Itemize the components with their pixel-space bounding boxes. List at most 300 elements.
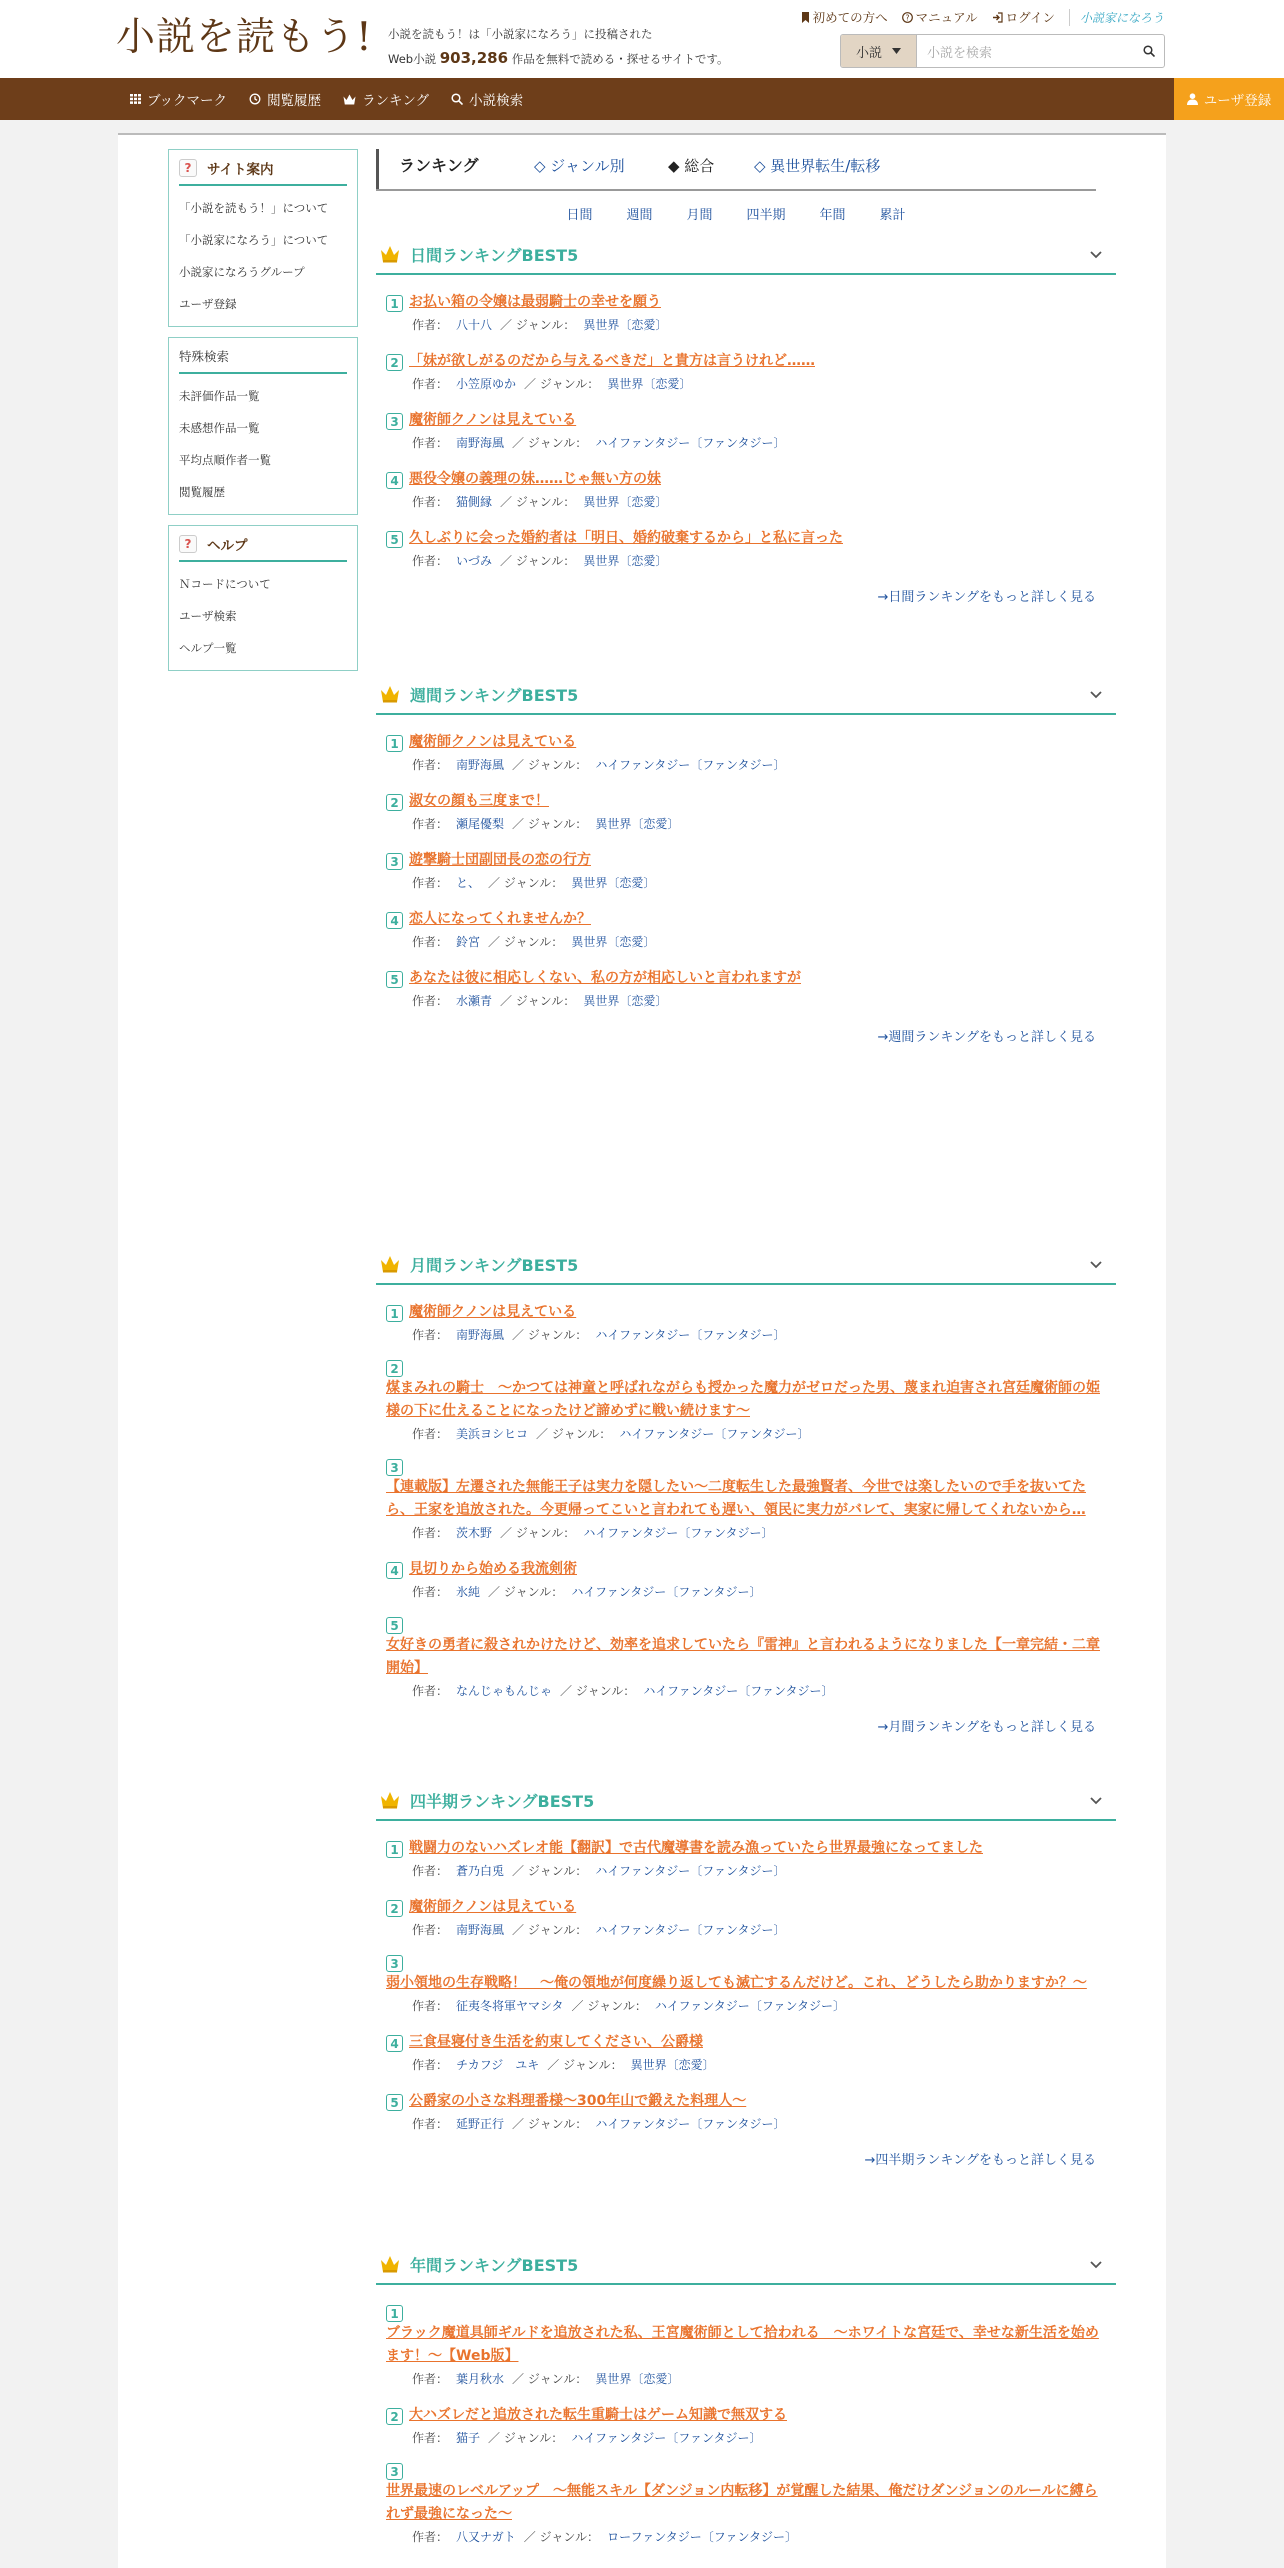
- genre-link[interactable]: ハイファンタジー〔ファンタジー〕: [595, 2117, 786, 2131]
- ranking-item: [386, 1955, 1106, 2017]
- novel-meta: [386, 990, 1106, 1012]
- sidebar-item-unrated[interactable]: 未評価作品一覧: [179, 389, 260, 403]
- genre-link[interactable]: ハイファンタジー〔ファンタジー〕: [595, 758, 786, 772]
- rank-number: 5: [386, 971, 403, 988]
- ranking-item: [386, 790, 1106, 835]
- ranking-list: [376, 715, 1116, 1012]
- genre-link[interactable]: ハイファンタジー〔ファンタジー〕: [595, 1328, 786, 1342]
- ranking-item: [386, 468, 1106, 513]
- chevron-down-icon[interactable]: [1090, 1797, 1102, 1805]
- sidebar: [168, 149, 358, 681]
- title-line: [386, 1955, 1106, 1995]
- author-link[interactable]: 蒼乃白兎: [456, 1864, 505, 1878]
- novel-title-link[interactable]: ブラック魔道具師ギルドを追放された私、王宮魔術師として拾われる ～ホワイトな宮廷で、幸せな新生活を始めます！～【Web版】: [386, 2325, 1099, 2364]
- author-label: 作者：: [412, 1427, 449, 1441]
- genre-link[interactable]: 異世界〔恋愛〕: [595, 2372, 680, 2386]
- site-guide-box: [168, 149, 358, 327]
- author-link[interactable]: 南野海風: [456, 436, 505, 450]
- ranking-item: [386, 1558, 1106, 1603]
- section-title: 月間ランキングBEST5: [410, 1255, 579, 1275]
- section-title: 日間ランキングBEST5: [410, 245, 579, 265]
- novel-meta: [386, 373, 1106, 395]
- period-weekly[interactable]: 週間: [626, 207, 653, 223]
- genre-link[interactable]: ハイファンタジー〔ファンタジー〕: [571, 1585, 762, 1599]
- title-line: [386, 1360, 1106, 1423]
- period-quarterly[interactable]: 四半期: [746, 207, 786, 223]
- genre-link[interactable]: 異世界〔恋愛〕: [583, 554, 668, 568]
- ranking-item: [386, 2404, 1106, 2449]
- ranking-item: [386, 1837, 1106, 1882]
- genre-link[interactable]: 異世界〔恋愛〕: [583, 495, 668, 509]
- author-link[interactable]: 南野海風: [456, 1923, 505, 1937]
- author-link[interactable]: 葉月秋水: [456, 2372, 505, 2386]
- more-ranking-link[interactable]: →四半期ランキングをもっと詳しく見る: [864, 2153, 1096, 2168]
- period-cumulative[interactable]: 累計: [879, 207, 906, 223]
- genre-link[interactable]: 異世界〔恋愛〕: [630, 2058, 715, 2072]
- rank-number: 5: [386, 1617, 403, 1634]
- period-links: [376, 191, 1096, 235]
- novel-title-link[interactable]: 三食昼寝付き生活を約束してください、公爵様: [409, 2034, 703, 2050]
- author-label: 作者：: [412, 1585, 449, 1599]
- rank-number: 4: [386, 472, 403, 489]
- genre-label: ／ ジャンル：: [488, 1585, 564, 1599]
- question-circle-icon: [902, 12, 913, 23]
- ranking-item: [386, 1459, 1106, 1544]
- title-row: [386, 2404, 1106, 2427]
- novel-title-link[interactable]: 世界最速のレベルアップ ～無能スキル【ダンジョン内転移】が覚醒した結果、俺だけダンジョンのルールに縛られず最強になった～: [386, 2483, 1098, 2522]
- novel-meta: [386, 2368, 1106, 2390]
- genre-label: ／ ジャンル：: [500, 318, 576, 332]
- genre-link[interactable]: ハイファンタジー〔ファンタジー〕: [619, 1427, 810, 1441]
- novel-meta: [386, 2526, 1106, 2548]
- author-link[interactable]: 茨木野: [456, 1526, 493, 1540]
- novel-meta: [386, 813, 1106, 835]
- author-link[interactable]: チカフジ ユキ: [456, 2058, 540, 2072]
- sidebar-item-history[interactable]: 閲覧履歴: [179, 485, 225, 499]
- login-label[interactable]: ログイン: [1005, 10, 1055, 25]
- crown-icon: [380, 685, 400, 703]
- ranking-item: [386, 1301, 1106, 1346]
- author-link[interactable]: と、: [456, 876, 481, 890]
- author-link[interactable]: 八十八: [456, 318, 493, 332]
- nav-ranking[interactable]: [343, 89, 429, 109]
- rank-number: 3: [386, 413, 403, 430]
- genre-link[interactable]: 異世界〔恋愛〕: [583, 994, 668, 1008]
- author-link[interactable]: 南野海風: [456, 1328, 505, 1342]
- novel-meta: [386, 550, 1106, 572]
- period-yearly[interactable]: 年間: [819, 207, 846, 223]
- site-guide-header: [179, 158, 347, 186]
- chevron-down-icon[interactable]: [1090, 251, 1102, 259]
- author-link[interactable]: 小笠原ゆか: [456, 377, 517, 391]
- author-label: 作者：: [412, 2117, 449, 2131]
- section-title: 四半期ランキングBEST5: [410, 1791, 595, 1811]
- novel-meta: [386, 754, 1106, 776]
- search-box: [840, 34, 1165, 68]
- sidebar-item-avg-score-authors[interactable]: 平均点順作者一覧: [179, 453, 271, 467]
- genre-label: ／ ジャンル：: [500, 554, 576, 568]
- rank-number: 1: [386, 1841, 403, 1858]
- author-link[interactable]: 南野海風: [456, 758, 505, 772]
- search-input[interactable]: 小説を検索: [927, 45, 993, 61]
- help-box: [168, 525, 358, 671]
- sidebar-item-user-register[interactable]: ユーザ登録: [179, 297, 237, 311]
- author-link[interactable]: 征夷冬将軍ヤマシタ: [456, 1999, 564, 2013]
- genre-link[interactable]: 異世界〔恋愛〕: [571, 876, 656, 890]
- ranking-section-quarterly: [376, 1781, 1116, 2173]
- title-row: [386, 849, 1106, 872]
- list-icon: [130, 94, 141, 104]
- novel-meta: [386, 1860, 1106, 1882]
- author-label: 作者：: [412, 377, 449, 391]
- genre-link[interactable]: ハイファンタジー〔ファンタジー〕: [595, 436, 786, 450]
- genre-label: ／ ジャンル：: [547, 2058, 623, 2072]
- genre-label: ／ ジャンル：: [512, 436, 588, 450]
- period-daily[interactable]: 日間: [566, 207, 593, 223]
- novel-meta: [386, 931, 1106, 953]
- genre-link[interactable]: ローファンタジー〔ファンタジー〕: [607, 2530, 798, 2544]
- ranking-item: [386, 1360, 1106, 1445]
- genre-label: ／ ジャンル：: [500, 994, 576, 1008]
- author-label: 作者：: [412, 2372, 449, 2386]
- novel-title-link[interactable]: 魔術師クノンは見えている: [409, 734, 577, 750]
- genre-label: ／ ジャンル：: [512, 2372, 588, 2386]
- genre-link[interactable]: ハイファンタジー〔ファンタジー〕: [583, 1526, 774, 1540]
- rank-number: 3: [386, 2463, 403, 2480]
- main-content: [118, 133, 1166, 2568]
- novel-title-link[interactable]: 悪役令嬢の義理の妹……じゃ無い方の妹: [409, 471, 661, 487]
- tagline-prefix: Web小説: [388, 52, 437, 66]
- title-row: [386, 908, 1106, 931]
- author-link[interactable]: 水瀬青: [456, 994, 493, 1008]
- title-row: [386, 1837, 1106, 1860]
- sidebar-item-about-narou[interactable]: 「小説家になろう」について: [179, 233, 329, 247]
- novel-title-link[interactable]: 公爵家の小さな料理番様～300年山で鍛えた料理人～: [409, 2093, 747, 2109]
- novel-title-link[interactable]: 【連載版】左遷された無能王子は実力を隠したい～二度転生した最強賢者、今世では楽したいので手を抜いてたら、王家を追放された。今更帰ってこいと言われても遅い、領民に実力がバレて、実家に帰してくれないから…: [386, 1479, 1086, 1518]
- author-label: 作者：: [412, 1526, 449, 1540]
- nav-ranking-label: ランキング: [362, 93, 430, 109]
- author-label: 作者：: [412, 554, 449, 568]
- genre-link[interactable]: 異世界〔恋愛〕: [571, 935, 656, 949]
- rank-number: 3: [386, 853, 403, 870]
- site-guide-title: サイト案内: [207, 162, 274, 178]
- tagline-line1: 小説を読もう！は「小説家になろう」に投稿された: [388, 27, 653, 41]
- title-row: [386, 468, 1106, 491]
- crown-icon: [343, 94, 356, 105]
- ranking-list: [376, 1285, 1116, 1702]
- more-link-row: [376, 1026, 1116, 1050]
- sidebar-item-user-search[interactable]: ユーザ検索: [179, 609, 237, 623]
- tab-genre[interactable]: ◇ ジャンル別: [534, 157, 625, 175]
- ranking-item: [386, 967, 1106, 1012]
- ranking-item: [386, 1896, 1106, 1941]
- chevron-down-icon[interactable]: [1090, 1261, 1102, 1269]
- author-label: 作者：: [412, 495, 449, 509]
- title-row: [386, 967, 1106, 990]
- search-icon: [451, 93, 463, 105]
- search-type-select[interactable]: [841, 35, 917, 67]
- ranking-section-yearly: [376, 2245, 1116, 2562]
- novel-title-link[interactable]: 恋人になってくれませんか？: [409, 911, 591, 927]
- genre-link[interactable]: ハイファンタジー〔ファンタジー〕: [654, 1999, 846, 2013]
- author-link[interactable]: 美浜ヨシヒコ: [456, 1427, 529, 1441]
- tagline-line2: [388, 46, 729, 71]
- help-title: ヘルプ: [207, 538, 248, 554]
- novel-meta: [386, 1581, 1106, 1603]
- rank-number: 2: [386, 354, 403, 371]
- user-register-label: ユーザ登録: [1203, 93, 1272, 109]
- user-icon: [1187, 93, 1198, 105]
- novel-title-link[interactable]: 煤まみれの騎士 ～かつては神童と呼ばれながらも授かった魔力がゼロだった男、蔑まれ迫害され宮廷魔術師の姫様の下に仕えることになったけど諦めずに戦い続けます～: [386, 1380, 1100, 1419]
- author-link[interactable]: 瀬尾優梨: [456, 817, 505, 831]
- novel-meta: [386, 1522, 1106, 1544]
- title-row: [386, 350, 1106, 373]
- ranking-list: [376, 1821, 1116, 2135]
- ranking-item: [386, 849, 1106, 894]
- author-link[interactable]: 氷純: [456, 1585, 481, 1599]
- logo-text[interactable]: 小説を読もう!: [116, 15, 373, 60]
- author-label: 作者：: [412, 318, 449, 332]
- author-link[interactable]: 鈴宮: [456, 935, 481, 949]
- crown-icon: [380, 245, 400, 263]
- ranking-section-weekly: [376, 675, 1116, 1050]
- novel-title-link[interactable]: 弱小領地の生存戦略！ ～俺の領地が何度繰り返しても滅亡するんだけど。これ、どうしたら助かりますか？～: [386, 1975, 1087, 1991]
- sidebar-item-ncode[interactable]: Ｎコードについて: [179, 577, 271, 591]
- title-row: [386, 291, 1106, 314]
- author-link[interactable]: 八又ナガト: [456, 2530, 516, 2544]
- rank-number: 4: [386, 912, 403, 929]
- search-icon: [1143, 45, 1155, 57]
- ranking-list: [376, 2285, 1116, 2548]
- novel-meta: [386, 2113, 1106, 2135]
- novel-title-link[interactable]: 戦闘力のないハズレオ能【翻訳】で古代魔導書を読み漁っていたら世界最強になってました: [409, 1840, 983, 1856]
- title-row: [386, 790, 1106, 813]
- novel-title-link[interactable]: 見切りから始める我流剣術: [409, 1561, 577, 1577]
- work-count: 903,286: [439, 49, 509, 67]
- ranking-heading: ランキング: [376, 149, 479, 189]
- author-link[interactable]: 延野正行: [456, 2117, 505, 2131]
- genre-link[interactable]: 異世界〔恋愛〕: [607, 377, 692, 391]
- author-label: 作者：: [412, 1864, 449, 1878]
- genre-label: ／ ジャンル：: [512, 1923, 588, 1937]
- more-ranking-link[interactable]: →週間ランキングをもっと詳しく見る: [877, 1030, 1096, 1045]
- genre-label: ／ ジャンル：: [500, 495, 576, 509]
- title-line: [386, 1459, 1106, 1522]
- ranking-item: [386, 2463, 1106, 2548]
- author-label: 作者：: [412, 817, 449, 831]
- novel-meta: [386, 314, 1106, 336]
- manual-link[interactable]: [902, 8, 978, 26]
- ranking-content: [376, 149, 1116, 2544]
- genre-label: ／ ジャンル：: [512, 1328, 588, 1342]
- genre-label: ／ ジャンル：: [571, 1999, 647, 2013]
- section-title: 週間ランキングBEST5: [410, 685, 579, 705]
- genre-label: ／ ジャンル：: [488, 2431, 564, 2445]
- title-row: [386, 1301, 1106, 1324]
- title-line: [386, 2463, 1106, 2526]
- novel-title-link[interactable]: 久しぶりに会った婚約者は「明日、婚約破棄するから」と私に言った: [409, 530, 843, 546]
- author-link[interactable]: いづみ: [456, 554, 493, 568]
- author-label: 作者：: [412, 2058, 449, 2072]
- more-link-row: [376, 1716, 1116, 1740]
- main-nav: [0, 78, 1284, 120]
- genre-label: ／ ジャンル：: [524, 377, 600, 391]
- ranking-section-monthly: [376, 1245, 1116, 1740]
- site-tagline: [388, 22, 729, 71]
- section-title: 年間ランキングBEST5: [410, 2255, 579, 2275]
- rank-number: 5: [386, 531, 403, 548]
- genre-label: ／ ジャンル：: [488, 935, 564, 949]
- novel-meta: [386, 872, 1106, 894]
- novel-title-link[interactable]: 魔術師クノンは見えている: [409, 1304, 577, 1320]
- section-header[interactable]: [376, 675, 1116, 715]
- login-icon: [992, 12, 1003, 23]
- genre-label: ／ ジャンル：: [523, 2530, 600, 2544]
- tagline-suffix: 作品を無料で読める・探せるサイトです。: [511, 52, 729, 66]
- genre-link[interactable]: ハイファンタジー〔ファンタジー〕: [595, 1864, 786, 1878]
- nav-novel-search[interactable]: [451, 89, 523, 109]
- ranking-item: [386, 409, 1106, 454]
- author-label: 作者：: [412, 1999, 449, 2013]
- novel-title-link[interactable]: 淑女の顔も三度まで！: [409, 793, 549, 809]
- genre-link[interactable]: 異世界〔恋愛〕: [595, 817, 680, 831]
- chevron-down-icon[interactable]: [1090, 691, 1102, 699]
- nav-bookmark[interactable]: [130, 89, 227, 109]
- title-row: [386, 1896, 1106, 1919]
- section-header[interactable]: [376, 1781, 1116, 1821]
- genre-label: ／ ジャンル：: [488, 876, 564, 890]
- special-search-box: [168, 337, 358, 515]
- rank-number: 1: [386, 295, 403, 312]
- chevron-down-icon[interactable]: [1090, 2261, 1102, 2269]
- more-link-row: [376, 2149, 1116, 2173]
- genre-link[interactable]: 異世界〔恋愛〕: [583, 318, 668, 332]
- rank-number: 1: [386, 1305, 403, 1322]
- author-label: 作者：: [412, 2431, 449, 2445]
- manual-label[interactable]: マニュアル: [915, 10, 978, 25]
- rank-number: 2: [386, 1360, 403, 1377]
- tab-overall[interactable]: ◆ 総合: [668, 157, 715, 175]
- author-label: 作者：: [412, 935, 449, 949]
- ranking-item: [386, 291, 1106, 336]
- rank-number: 2: [386, 794, 403, 811]
- section-header[interactable]: [376, 235, 1116, 275]
- search-button[interactable]: [1134, 35, 1164, 67]
- author-label: 作者：: [412, 436, 449, 450]
- author-link[interactable]: なんじゃもんじゃ: [456, 1684, 553, 1698]
- top-links: [801, 8, 1164, 26]
- login-link[interactable]: [992, 8, 1055, 26]
- title-row: [386, 409, 1106, 432]
- genre-label: ／ ジャンル：: [512, 758, 588, 772]
- author-label: 作者：: [412, 758, 449, 772]
- period-monthly[interactable]: 月間: [686, 207, 713, 223]
- novel-meta: [386, 491, 1106, 513]
- more-ranking-link[interactable]: →月間ランキングをもっと詳しく見る: [877, 1720, 1096, 1735]
- more-link-row: [376, 586, 1116, 610]
- sidebar-item-narou-group[interactable]: 小説家になろうグループ: [179, 265, 305, 279]
- help-header: [179, 534, 347, 562]
- genre-label: ／ ジャンル：: [512, 2117, 588, 2131]
- novel-title-link[interactable]: 遊撃騎士団副団長の恋の行方: [409, 852, 591, 868]
- rank-number: 5: [386, 2094, 403, 2111]
- author-label: 作者：: [412, 1328, 449, 1342]
- ranking-tabs: [376, 149, 1096, 191]
- history-icon: [249, 93, 261, 105]
- novel-meta: [386, 2427, 1106, 2449]
- crown-icon: [380, 1791, 400, 1809]
- novel-title-link[interactable]: 魔術師クノンは見えている: [409, 1899, 577, 1915]
- genre-label: ／ ジャンル：: [536, 1427, 612, 1441]
- rank-number: 2: [386, 2408, 403, 2425]
- genre-link[interactable]: ハイファンタジー〔ファンタジー〕: [571, 2431, 762, 2445]
- chevron-down-icon: [892, 48, 901, 54]
- novel-title-link[interactable]: あなたは彼に相応しくない、私の方が相応しいと言われますが: [409, 970, 801, 986]
- novel-title-link[interactable]: 大ハズレだと追放された転生重騎士はゲーム知識で無双する: [409, 2407, 787, 2423]
- novel-meta: [386, 1995, 1106, 2017]
- novel-title-link[interactable]: お払い箱の令嬢は最弱騎士の幸せを願う: [409, 294, 661, 310]
- title-row: [386, 527, 1106, 550]
- genre-label: ／ ジャンル：: [500, 1526, 576, 1540]
- nav-novel-search-label: 小説検索: [469, 93, 524, 109]
- first-time-label[interactable]: 初めての方へ: [812, 10, 888, 25]
- genre-label: ／ ジャンル：: [512, 1864, 588, 1878]
- site-header: [0, 0, 1284, 78]
- title-row: [386, 2090, 1106, 2113]
- novel-title-link[interactable]: 魔術師クノンは見えている: [409, 412, 577, 428]
- title-line: [386, 1617, 1106, 1680]
- site-logo[interactable]: [116, 10, 371, 66]
- author-link[interactable]: 猫子: [456, 2431, 481, 2445]
- first-time-link[interactable]: [801, 8, 888, 26]
- nav-history[interactable]: [249, 89, 321, 109]
- narou-brand-link[interactable]: 小説家になろう: [1069, 9, 1164, 26]
- sidebar-item-help-list[interactable]: ヘルプ一覧: [179, 641, 237, 655]
- author-link[interactable]: 猫側縁: [456, 495, 493, 509]
- question-icon: ?: [179, 535, 197, 553]
- novel-meta: [386, 1423, 1106, 1445]
- genre-link[interactable]: ハイファンタジー〔ファンタジー〕: [595, 1923, 786, 1937]
- rank-number: 4: [386, 2035, 403, 2052]
- more-ranking-link[interactable]: →日間ランキングをもっと詳しく見る: [877, 590, 1096, 605]
- novel-title-link[interactable]: 女好きの勇者に殺されかけたけど、効率を追求していたら『雷神』と言われるようになりました【一章完結・二章開始】: [386, 1637, 1100, 1676]
- special-search-header: [179, 346, 347, 374]
- svg-text:?: ?: [905, 12, 910, 22]
- tab-isekai[interactable]: ◇ 異世界転生/転移: [754, 157, 881, 175]
- sidebar-item-no-reviews[interactable]: 未感想作品一覧: [179, 421, 260, 435]
- section-header[interactable]: [376, 1245, 1116, 1285]
- ranking-item: [386, 350, 1106, 395]
- novel-meta: [386, 2054, 1106, 2076]
- ranking-item: [386, 908, 1106, 953]
- title-row: [386, 731, 1106, 754]
- novel-title-link[interactable]: 「妹が欲しがるのだから与えるべきだ」と貴方は言うけれど……: [409, 353, 815, 369]
- ranking-item: [386, 731, 1106, 776]
- nav-history-label: 閲覧履歴: [267, 93, 322, 109]
- title-row: [386, 2031, 1106, 2054]
- ranking-item: [386, 2031, 1106, 2076]
- user-register-button[interactable]: [1174, 78, 1284, 120]
- novel-meta: [386, 1919, 1106, 1941]
- genre-link[interactable]: ハイファンタジー〔ファンタジー〕: [643, 1684, 834, 1698]
- novel-meta: [386, 1680, 1106, 1702]
- section-header[interactable]: [376, 2245, 1116, 2285]
- ranking-item: [386, 2305, 1106, 2390]
- ranking-item: [386, 527, 1106, 572]
- sidebar-item-about-yomou[interactable]: 「小説を読もう！」について: [179, 201, 329, 215]
- rank-number: 4: [386, 1562, 403, 1579]
- author-label: 作者：: [412, 1923, 449, 1937]
